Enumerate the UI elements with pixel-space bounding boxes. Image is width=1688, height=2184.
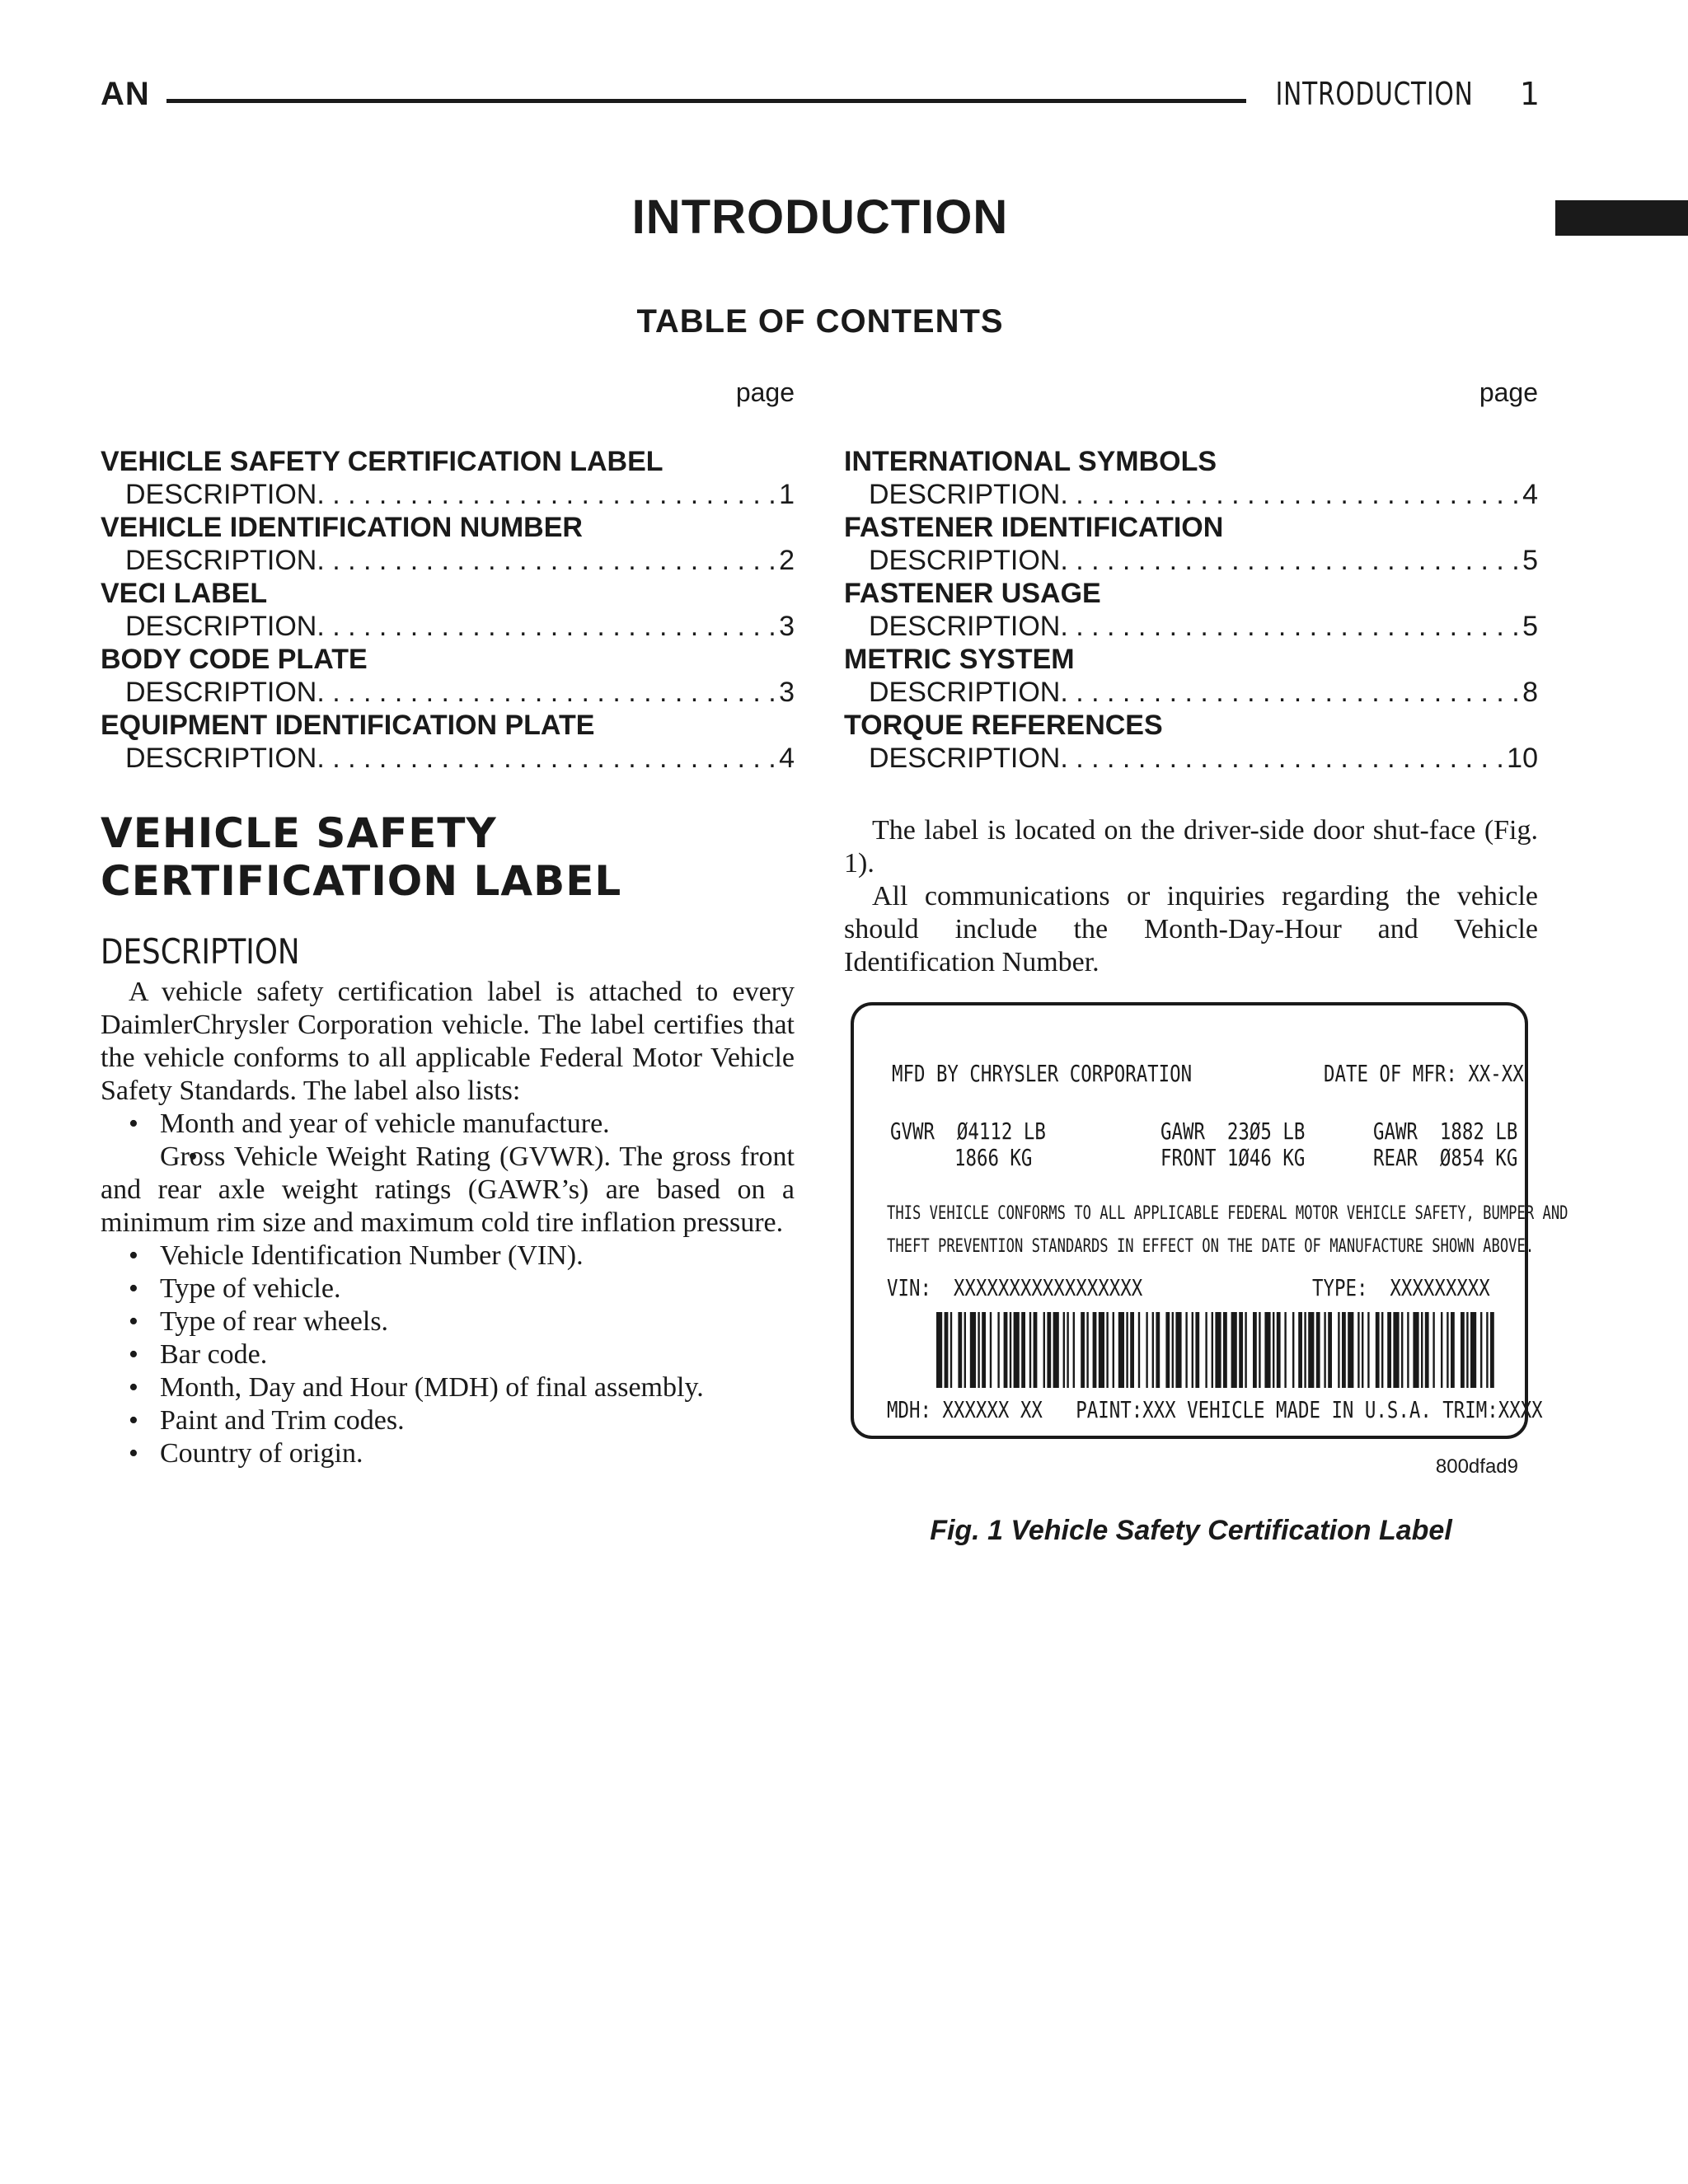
inquiry-paragraph: All communications or inquiries regarding the vehicle should include the Month-Day-Hour and Vehicle Identification Number. xyxy=(844,881,1538,977)
barcode-bar xyxy=(1212,1312,1213,1388)
list-item: • Paint and Trim codes. xyxy=(101,1404,795,1437)
barcode-bar xyxy=(1093,1312,1097,1388)
page-title: INTRODUCTION xyxy=(631,190,1009,244)
barcode-bar xyxy=(1298,1312,1302,1388)
barcode-bar xyxy=(1466,1312,1468,1388)
toc-entry-label: DESCRIPTION xyxy=(869,545,1061,576)
page-header xyxy=(101,76,1540,117)
barcode-bar xyxy=(1470,1312,1476,1388)
description-intro: A vehicle safety certification label is attached to every DaimlerChrysler Corporation vehicle. The label certifies that the vehicle conforms to all applicable Federal Motor Vehicle Safety Standards. The label also lists: xyxy=(101,977,795,1106)
toc-right-column xyxy=(844,445,1538,775)
barcode-bar xyxy=(964,1312,966,1388)
toc-entry-page: 1 xyxy=(779,479,795,510)
barcode-bar xyxy=(1413,1312,1418,1388)
barcode-bar xyxy=(1118,1312,1124,1388)
barcode-bar xyxy=(1273,1312,1274,1388)
barcode-bar xyxy=(1175,1312,1181,1388)
barcode-bar xyxy=(1029,1312,1031,1388)
toc-entry[interactable] xyxy=(101,544,795,577)
label-manufacturer: MFD BY CHRYSLER CORPORATION xyxy=(892,1060,1193,1087)
barcode-bar xyxy=(1185,1312,1187,1388)
page-number: 1 xyxy=(1519,76,1540,112)
barcode-bar xyxy=(1099,1312,1104,1388)
section-code: AN xyxy=(101,76,150,112)
barcode-bar xyxy=(1034,1312,1038,1388)
barcode-bar xyxy=(958,1312,962,1388)
location-paragraph: The label is located on the driver-side door shut-face (Fig. 1). xyxy=(844,815,1538,879)
toc-entry-page: 3 xyxy=(779,611,795,642)
barcode-bar xyxy=(1113,1312,1114,1388)
barcode-bar xyxy=(1014,1312,1020,1388)
barcode-bar xyxy=(1231,1312,1237,1388)
toc-section-title: FASTENER USAGE xyxy=(844,578,1101,609)
toc-section-title: INTERNATIONAL SYMBOLS xyxy=(844,446,1217,477)
barcode-bar xyxy=(1195,1312,1199,1388)
list-item: • Month, Day and Hour (MDH) of final assembly. xyxy=(101,1371,795,1404)
barcode-bar xyxy=(1277,1312,1281,1388)
barcode-bar xyxy=(1047,1312,1051,1388)
list-item: • Month and year of vehicle manufacture. xyxy=(101,1108,795,1141)
barcode-bar xyxy=(1381,1312,1383,1388)
toc-entry-page: 2 xyxy=(779,545,795,576)
barcode-bar xyxy=(1425,1312,1429,1388)
toc-entry[interactable] xyxy=(844,544,1538,577)
barcode-graphic xyxy=(936,1312,1497,1388)
toc-entry-label: DESCRIPTION xyxy=(125,743,317,774)
barcode-bar xyxy=(997,1312,999,1388)
label-gvwr: GVWR Ø4112 LB xyxy=(890,1118,1046,1145)
barcode-bar xyxy=(1284,1312,1286,1388)
toc-entry[interactable] xyxy=(844,478,1538,511)
barcode-bar xyxy=(1259,1312,1260,1388)
toc-entry-label: DESCRIPTION xyxy=(869,743,1061,774)
label-vin: VIN: XXXXXXXXXXXXXXXXX xyxy=(887,1274,1143,1301)
barcode-bar xyxy=(982,1312,986,1388)
barcode-bar xyxy=(1165,1312,1170,1388)
barcode-bar xyxy=(1387,1312,1391,1388)
barcode-bar xyxy=(1021,1312,1025,1388)
barcode-bar xyxy=(1304,1312,1306,1388)
label-gawr-front-kg: FRONT 1Ø46 KG xyxy=(1160,1144,1306,1171)
toc-entry-page: 5 xyxy=(1522,545,1538,576)
label-date: DATE OF MFR: XX-XX xyxy=(1324,1060,1524,1087)
barcode-bar xyxy=(1239,1312,1243,1388)
description-bullet-list xyxy=(101,1108,795,1470)
toc-page-label-left: page xyxy=(735,377,795,407)
label-gvwr-kg: 1866 KG xyxy=(954,1144,1033,1171)
toc-left-column xyxy=(101,445,795,775)
toc-entry-page: 3 xyxy=(779,677,795,708)
barcode-bar xyxy=(1215,1312,1221,1388)
toc-section-title: METRIC SYSTEM xyxy=(844,644,1075,675)
barcode-bar xyxy=(1126,1312,1128,1388)
barcode-bar xyxy=(1172,1312,1174,1388)
barcode-bar xyxy=(1480,1312,1482,1388)
barcode-bar xyxy=(1357,1312,1359,1388)
toc-entry-label: DESCRIPTION xyxy=(869,611,1061,642)
barcode-bar xyxy=(1407,1312,1409,1388)
label-conformance-line: THIS VEHICLE CONFORMS TO ALL APPLICABLE FEDERAL MOTOR VEHICLE SAFETY, BUMPER AND xyxy=(887,1203,1568,1224)
barcode-bar xyxy=(1461,1312,1465,1388)
toc-entry-page: 4 xyxy=(779,743,795,774)
barcode-bar xyxy=(945,1312,949,1388)
barcode-bar xyxy=(1441,1312,1442,1388)
barcode-bar xyxy=(1432,1312,1434,1388)
barcode-bar xyxy=(1205,1312,1207,1388)
barcode-bar xyxy=(1138,1312,1140,1388)
barcode-bar xyxy=(1401,1312,1403,1388)
barcode-bar xyxy=(1063,1312,1065,1388)
barcode-bar xyxy=(1447,1312,1448,1388)
barcode-bar xyxy=(1253,1312,1257,1388)
barcode-bar xyxy=(1292,1312,1294,1388)
toc-entry-page: 5 xyxy=(1522,611,1538,642)
barcode-bar xyxy=(1393,1312,1399,1388)
barcode-bar xyxy=(1106,1312,1108,1388)
barcode-bar xyxy=(1067,1312,1068,1388)
toc-section-title: EQUIPMENT IDENTIFICATION PLATE xyxy=(101,710,595,741)
section-heading-line: VEHICLE SAFETY xyxy=(101,809,497,857)
toc-entry-label: DESCRIPTION xyxy=(125,611,317,642)
barcode-bar xyxy=(1245,1312,1246,1388)
barcode-bar xyxy=(1073,1312,1075,1388)
barcode-bar xyxy=(1348,1312,1353,1388)
toc-entry[interactable] xyxy=(844,742,1538,775)
barcode-bar xyxy=(1130,1312,1134,1388)
figure-code: 800dfad9 xyxy=(1435,1455,1518,1478)
description-body xyxy=(101,976,795,1470)
barcode-bar xyxy=(1342,1312,1346,1388)
label-bottom-line: MDH: XXXXXX XX PAINT:XXX VEHICLE MADE IN U.S.A. TRIM:XXXX xyxy=(887,1396,1543,1423)
toc-entry-page: 8 xyxy=(1522,677,1538,708)
barcode-bar xyxy=(1152,1312,1154,1388)
location-body xyxy=(844,814,1538,979)
toc-heading: TABLE OF CONTENTS xyxy=(636,303,1004,340)
list-item: • Country of origin. xyxy=(101,1437,795,1470)
section-heading-line: CERTIFICATION LABEL xyxy=(101,857,622,905)
barcode-bar xyxy=(1081,1312,1085,1388)
toc-entry[interactable] xyxy=(101,676,795,709)
label-gawr-rear-kg: REAR Ø854 KG xyxy=(1373,1144,1518,1171)
barcode-bar xyxy=(1367,1312,1369,1388)
label-gawr-rear: GAWR 1882 LB xyxy=(1373,1118,1518,1145)
toc-entry-label: DESCRIPTION xyxy=(869,677,1061,708)
toc-entry[interactable] xyxy=(101,742,795,775)
list-item: • Gross Vehicle Weight Rating (GVWR). The gross front and rear axle weight ratings (GAWR’s) are based on a minimum rim size and maximum cold tire inflation pressure. xyxy=(101,1141,795,1240)
toc-entry[interactable] xyxy=(844,676,1538,709)
barcode-bar xyxy=(1324,1312,1325,1388)
barcode-bar xyxy=(1004,1312,1008,1388)
toc-entry[interactable] xyxy=(844,610,1538,643)
toc-entry-page: 4 xyxy=(1522,479,1538,510)
barcode-bar xyxy=(936,1312,942,1388)
toc-section-title: FASTENER IDENTIFICATION xyxy=(844,512,1224,543)
barcode-bar xyxy=(1192,1312,1193,1388)
toc-entry-page: 10 xyxy=(1507,743,1538,774)
toc-entry-label: DESCRIPTION xyxy=(125,545,317,576)
certification-label-figure xyxy=(851,1002,1568,1439)
toc-entry[interactable] xyxy=(101,610,795,643)
toc-section-title: BODY CODE PLATE xyxy=(101,644,368,675)
barcode-bar xyxy=(950,1312,952,1388)
barcode-bar xyxy=(1490,1312,1494,1388)
barcode-bar xyxy=(1053,1312,1059,1388)
figure-caption: Fig. 1 Vehicle Safety Certification Label xyxy=(930,1515,1452,1546)
barcode-bar xyxy=(1010,1312,1011,1388)
list-item: • Type of vehicle. xyxy=(101,1272,795,1305)
toc-section-title: VECI LABEL xyxy=(101,578,268,609)
barcode-bar xyxy=(1086,1312,1088,1388)
barcode-bar xyxy=(1308,1312,1314,1388)
barcode-bar xyxy=(1338,1312,1339,1388)
label-type: TYPE: XXXXXXXXX xyxy=(1312,1274,1490,1301)
label-conformance-line: THEFT PREVENTION STANDARDS IN EFFECT ON THE DATE OF MANUFACTURE SHOWN ABOVE. xyxy=(887,1236,1535,1257)
barcode-bar xyxy=(1421,1312,1423,1388)
subsection-heading: DESCRIPTION xyxy=(101,931,300,972)
barcode-bar xyxy=(1328,1312,1332,1388)
barcode-bar xyxy=(1362,1312,1363,1388)
barcode-bar xyxy=(990,1312,992,1388)
barcode-bar xyxy=(1264,1312,1270,1388)
barcode-bar xyxy=(1486,1312,1488,1388)
toc-page-label-right: page xyxy=(1479,377,1538,407)
label-gawr-front: GAWR 23Ø5 LB xyxy=(1160,1118,1306,1145)
list-item: • Type of rear wheels. xyxy=(101,1305,795,1338)
barcode-bar xyxy=(1451,1312,1455,1388)
header-rule xyxy=(166,99,1246,103)
barcode-bar xyxy=(978,1312,979,1388)
toc-section-title: VEHICLE SAFETY CERTIFICATION LABEL xyxy=(101,446,663,477)
toc-entry-label: DESCRIPTION xyxy=(869,479,1061,510)
section-heading xyxy=(101,809,795,905)
list-item: • Bar code. xyxy=(101,1338,795,1371)
barcode-bar xyxy=(1376,1312,1380,1388)
barcode-bar xyxy=(1316,1312,1320,1388)
list-item: • Vehicle Identification Number (VIN). xyxy=(101,1240,795,1272)
header-section-title: INTRODUCTION xyxy=(1276,76,1474,112)
toc-entry-label: DESCRIPTION xyxy=(125,479,317,510)
toc-entry[interactable] xyxy=(101,478,795,511)
barcode-bar xyxy=(1156,1312,1160,1388)
barcode-bar xyxy=(970,1312,976,1388)
barcode-bar xyxy=(1043,1312,1045,1388)
toc-section-title: TORQUE REFERENCES xyxy=(844,710,1163,741)
barcode-bar xyxy=(1223,1312,1227,1388)
barcode-bar xyxy=(1146,1312,1147,1388)
toc-entry-label: DESCRIPTION xyxy=(125,677,317,708)
toc-section-title: VEHICLE IDENTIFICATION NUMBER xyxy=(101,512,583,543)
